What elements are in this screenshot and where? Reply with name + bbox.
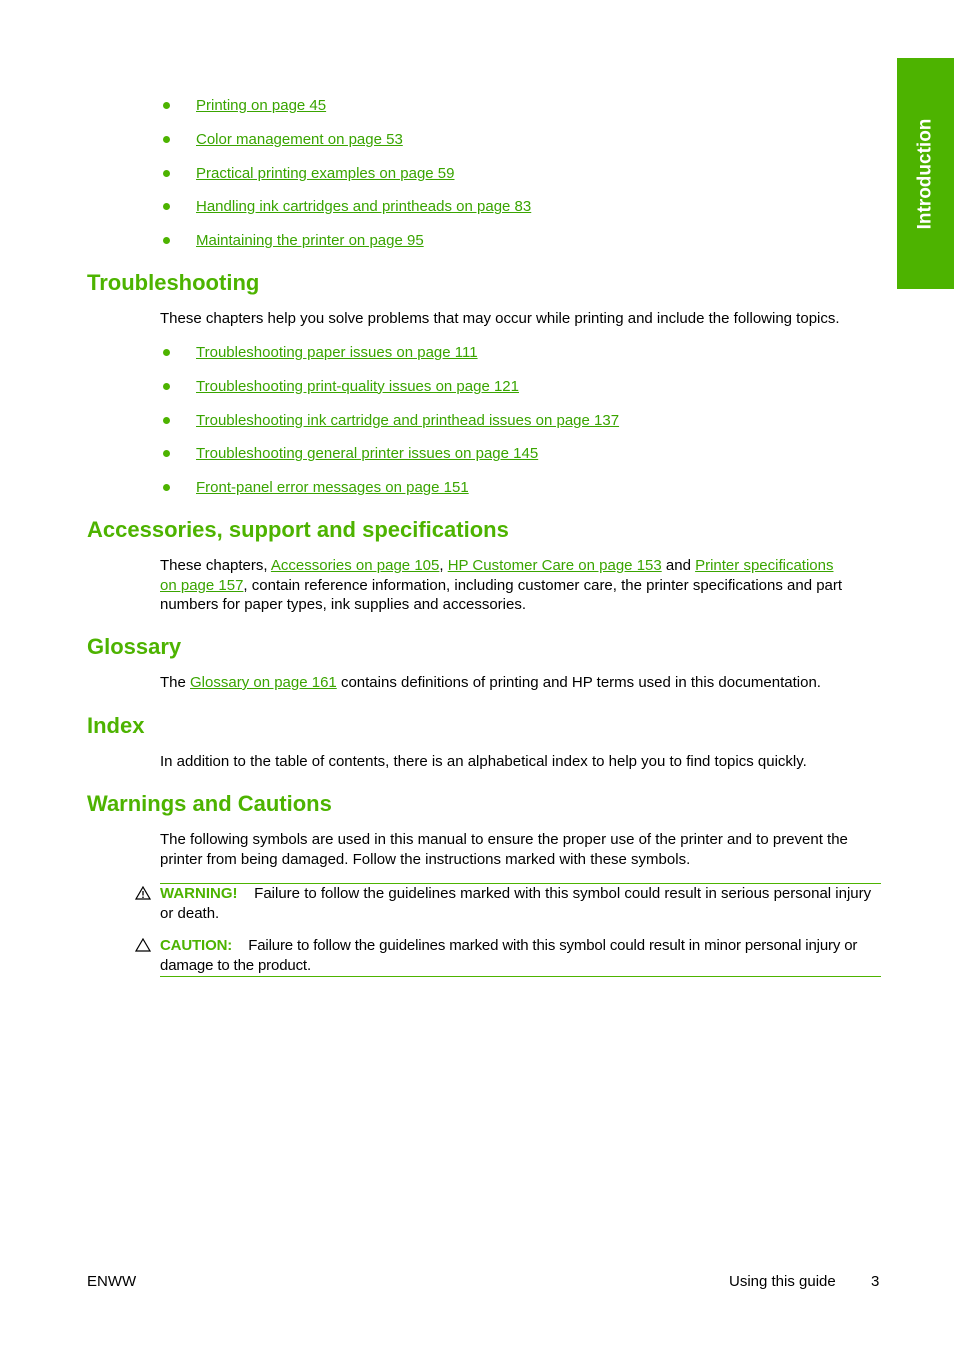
accessories-paragraph	[160, 556, 850, 615]
caution-triangle-icon	[135, 938, 151, 952]
troubleshooting-link-list	[160, 343, 619, 512]
caution-note	[160, 936, 881, 977]
chapter-link[interactable]: Troubleshooting ink cartridge and printhead issues on page 137	[196, 411, 620, 429]
chapter-link[interactable]: Practical printing examples on page 59	[196, 164, 455, 182]
chapter-link[interactable]: Printing on page 45	[196, 97, 327, 114]
troubleshooting-heading: Troubleshooting	[87, 270, 260, 295]
chapter-link[interactable]: Troubleshooting print-quality issues on page 121	[196, 377, 519, 395]
troubleshooting-intro: These chapters help you solve problems that may occur while printing and include the following topics.	[160, 310, 840, 327]
warning-triangle-icon	[135, 886, 151, 900]
paragraph-text: These chapters,	[160, 557, 271, 574]
index-heading: Index	[87, 713, 145, 738]
paragraph-text: ,	[439, 557, 448, 574]
list-item	[160, 377, 619, 411]
list-item	[160, 164, 531, 198]
section-tab	[897, 58, 954, 289]
accessories-heading: Accessories, support and specifications	[87, 517, 509, 542]
footer-doc-code: ENWW	[87, 1273, 137, 1290]
warning-note	[160, 883, 881, 923]
chapter-link[interactable]: Handling ink cartridges and printheads on page 83	[196, 198, 532, 216]
customer-care-link[interactable]: HP Customer Care on page 153	[447, 557, 662, 574]
chapter-link[interactable]: Color management on page 53	[196, 130, 403, 148]
accessories-link[interactable]: Accessories on page 105	[270, 557, 440, 574]
warnings-intro: The following symbols are used in this manual to ensure the proper use of the printer and to prevent the printer from being damaged. Follow the instructions marked with these symbols.	[160, 831, 848, 868]
warnings-heading: Warnings and Cautions	[87, 791, 332, 816]
paragraph-text: The	[160, 674, 191, 691]
list-item	[160, 478, 619, 512]
glossary-paragraph	[160, 673, 885, 693]
chapter-link-list	[160, 96, 531, 265]
printer-specifications-link[interactable]: Printer specifications on page 157	[160, 557, 834, 594]
list-item	[160, 130, 531, 164]
section-tab-label: Introduction	[914, 118, 936, 230]
list-item	[160, 96, 531, 130]
warning-text: Failure to follow the guidelines marked with this symbol could result in serious personal injury or death.	[160, 885, 872, 922]
warning-label: WARNING!	[160, 885, 238, 902]
chapter-link[interactable]: Maintaining the printer on page 95	[196, 232, 424, 249]
paragraph-text: , contain reference information, including customer care, the printer specifications and part numbers for paper types, ink supplies and accessories.	[160, 576, 843, 613]
list-item	[160, 343, 619, 377]
paragraph-text: and	[661, 557, 696, 574]
index-paragraph: In addition to the table of contents, there is an alphabetical index to help you to find topics quickly.	[160, 753, 807, 770]
footer-section-title: Using this guide	[729, 1273, 836, 1290]
list-item	[160, 444, 619, 478]
glossary-heading: Glossary	[87, 634, 182, 659]
chapter-link[interactable]: Troubleshooting paper issues on page 111	[196, 344, 478, 361]
list-item	[160, 411, 619, 445]
list-item	[160, 231, 531, 265]
caution-label: CAUTION:	[160, 937, 233, 954]
glossary-link[interactable]: Glossary on page 161	[190, 674, 337, 691]
chapter-link[interactable]: Troubleshooting general printer issues on page 145	[196, 445, 539, 463]
chapter-link[interactable]: Front-panel error messages on page 151	[196, 479, 469, 496]
footer-page-number: 3	[871, 1273, 880, 1290]
caution-text: Failure to follow the guidelines marked with this symbol could result in minor personal injury or damage to the product.	[160, 937, 858, 974]
list-item	[160, 197, 531, 231]
paragraph-text: contains definitions of printing and HP terms used in this documentation.	[336, 674, 821, 691]
